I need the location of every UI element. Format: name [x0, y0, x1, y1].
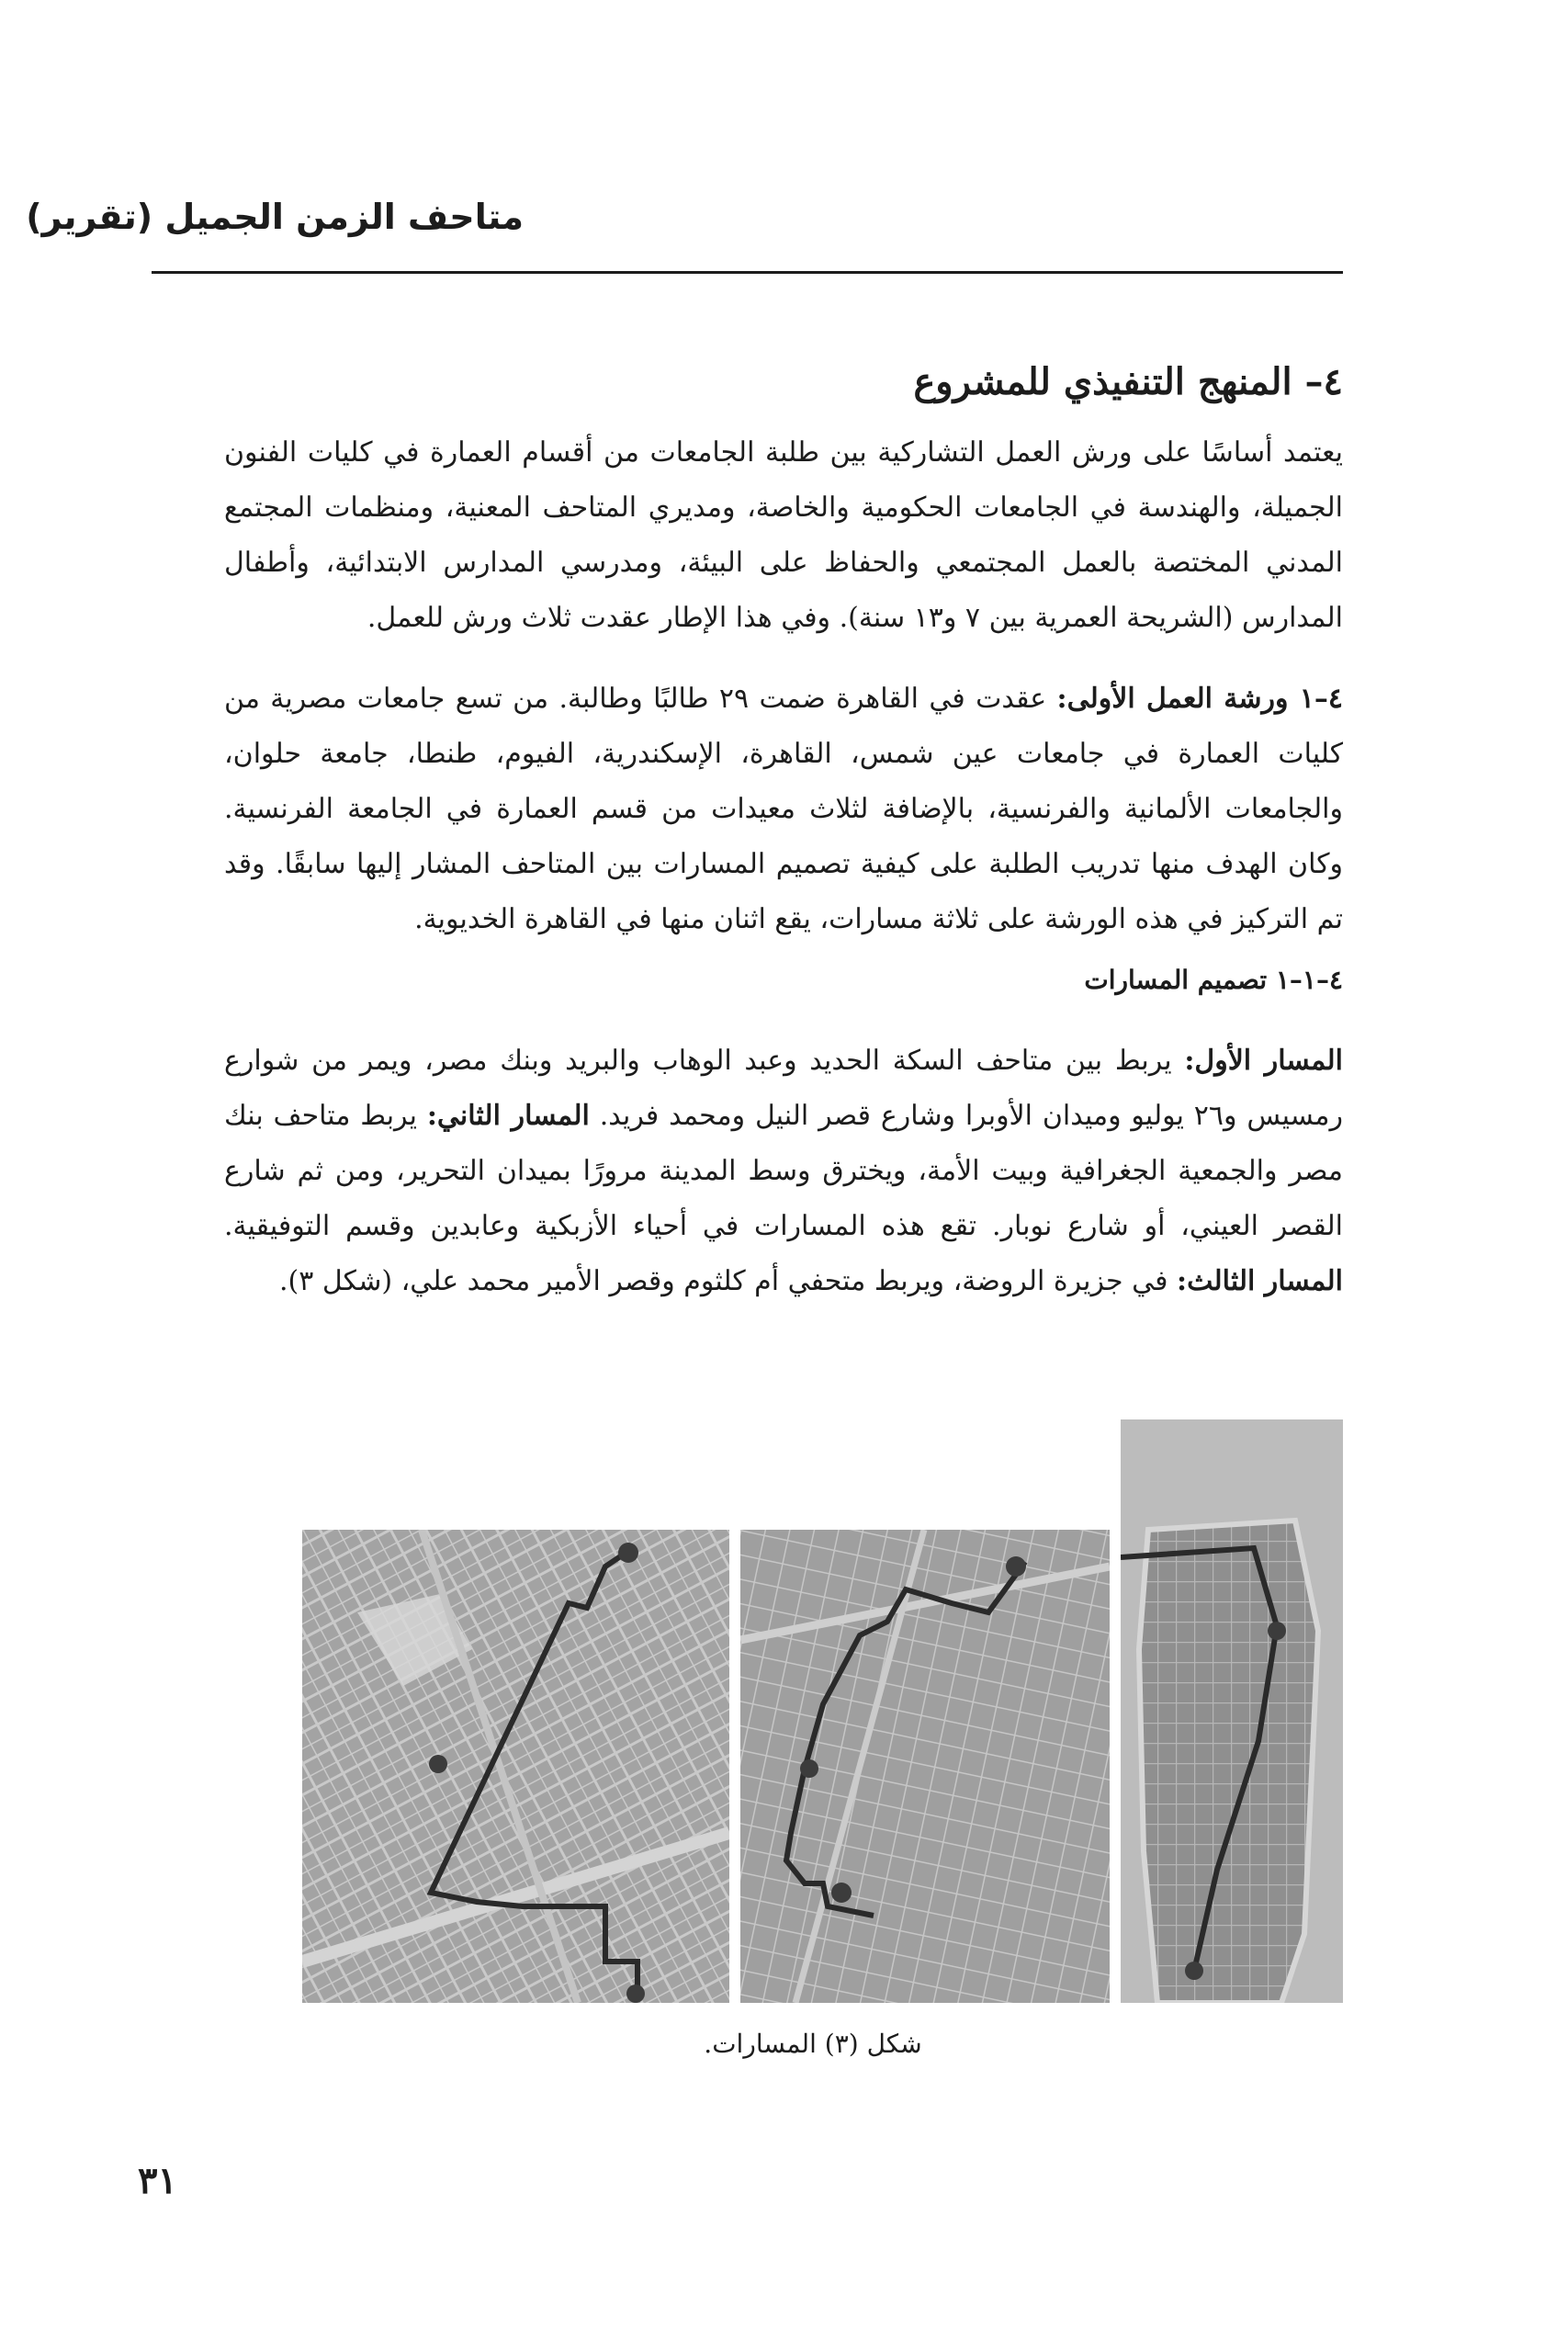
- workshop-label: ٤–١ ورشة العمل الأولى:: [1056, 683, 1343, 715]
- route-maps-figure: [302, 1419, 1343, 2003]
- museum-marker: [1006, 1556, 1026, 1577]
- museum-marker: [1268, 1622, 1286, 1640]
- route-map-2: [740, 1530, 1110, 2003]
- section-heading: ٤– المنهج التنفيذي للمشروع: [913, 360, 1343, 403]
- header-rule: [152, 271, 1343, 274]
- route3-text: في جزيرة الروضة، ويربط متحفي أم كلثوم وقصر الأمير محمد علي، (شكل ٣).: [279, 1265, 1177, 1297]
- museum-marker: [429, 1755, 447, 1773]
- route-map-3-drawing: [1121, 1419, 1343, 2003]
- route-map-2-drawing: [740, 1530, 1110, 2003]
- workshop-text: عقدت في القاهرة ضمت ٢٩ طالبًا وطالبة. من تسع جامعات مصرية من كليات العمارة في جامعات عين شمس، القاهرة، الإسكندرية، الفيوم، طنطا، جامعة حلوان، والجامعات الألمانية والفرنسية، بالإضافة لثلاث معيدات من قسم العمارة في الجامعة الفرنسية. وكان الهدف منها تدريب الطلبة على كيفية تصميم المسارات بين المتاحف المشار إليها سابقًا. وقد تم التركيز في هذه الورشة على ثلاثة مسارات، يقع اثنان منها في القاهرة الخديوية.: [224, 683, 1343, 935]
- route3-label: المسار الثالث:: [1177, 1265, 1343, 1297]
- running-head: متاحف الزمن الجميل (تقرير): [26, 197, 524, 237]
- route2-label: المسار الثاني:: [426, 1100, 590, 1132]
- museum-marker: [831, 1883, 852, 1903]
- figure-caption: شكل (٣) المسارات.: [704, 2029, 922, 2059]
- routes-paragraph: [224, 1034, 1343, 1309]
- museum-marker: [1185, 1962, 1203, 1980]
- route1-text: يربط بين متاحف السكة الحديد وعبد الوهاب والبريد وبنك مصر، ويمر من شوارع رمسيس و٢٦ يوليو وميدان الأوبرا وشارع قصر النيل ومحمد فريد.: [224, 1045, 1343, 1132]
- route2-text: يربط متاحف بنك مصر والجمعية الجغرافية وبيت الأمة، ويخترق وسط المدينة مرورًا بميدان التحرير، ومن ثم شارع القصر العيني، أو شارع نوبار. تقع هذه المسارات في أحياء الأزبكية وعابدين وقسم التوفيقية.: [224, 1100, 1343, 1242]
- subsection-heading: ٤–١–١ تصميم المسارات: [1084, 965, 1343, 995]
- museum-marker: [618, 1543, 638, 1563]
- page-number: ٣١: [138, 2159, 177, 2202]
- workshop-paragraph: [224, 672, 1343, 947]
- main-content: [224, 354, 1343, 1309]
- route-map-1-drawing: [302, 1530, 729, 2003]
- museum-marker: [800, 1759, 818, 1778]
- route1-label: المسار الأول:: [1184, 1045, 1343, 1077]
- route-map-3: [1121, 1419, 1343, 2003]
- route-map-1: [302, 1530, 729, 2003]
- intro-paragraph: يعتمد أساسًا على ورش العمل التشاركية بين طلبة الجامعات من أقسام العمارة في كليات الفنون الجميلة، والهندسة في الجامعات الحكومية والخاصة، ومديري المتاحف المعنية، ومنظمات المجتمع المدني المختصة بالعمل المجتمعي والحفاظ على البيئة، ومدرسي المدارس الابتدائية، وأطفال المدارس (الشريحة العمرية بين ٧ و١٣ سنة). وفي هذا الإطار عقدت ثلاث ورش للعمل.: [224, 436, 1343, 634]
- museum-marker: [626, 1984, 645, 2003]
